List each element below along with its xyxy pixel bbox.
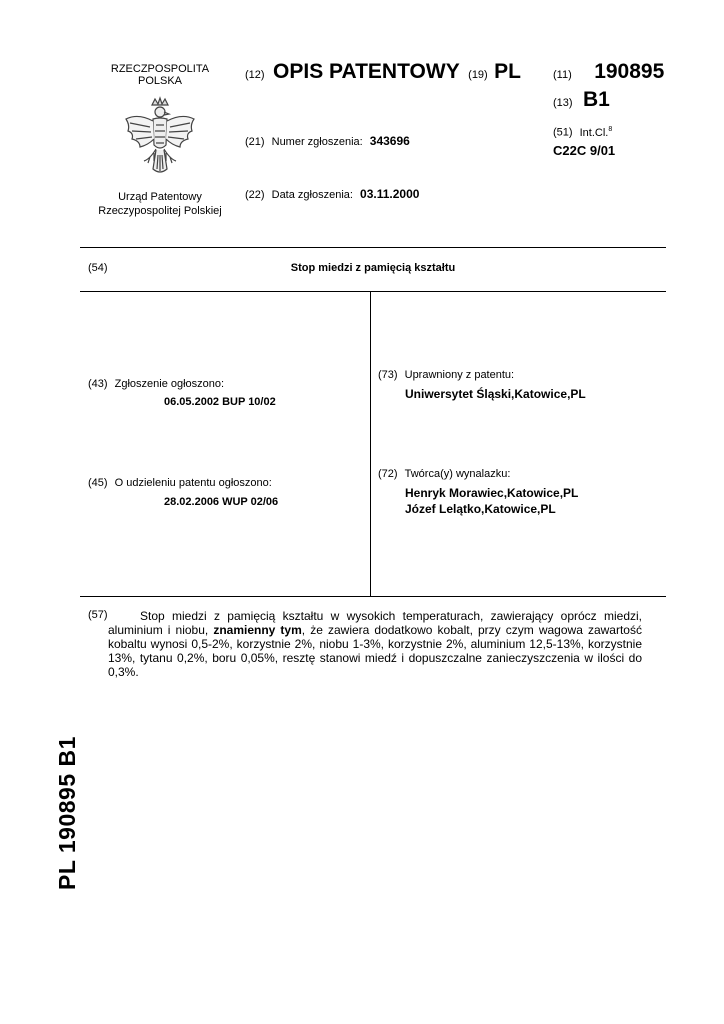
code-43: (43)	[88, 378, 108, 390]
country-line-2: POLSKA	[137, 75, 183, 87]
filing-label: Data zgłoszenia:	[271, 189, 353, 201]
kind-code-row	[553, 88, 610, 112]
rule-bottom	[80, 596, 666, 597]
code-45: (45)	[88, 477, 108, 489]
owner-field	[378, 369, 514, 381]
owner-label: Uprawniony z patentu:	[404, 369, 515, 381]
grant-label: O udzieleniu patentu ogłoszono:	[114, 477, 272, 489]
grant-value: 28.02.2006 WUP 02/06	[164, 496, 279, 508]
code-22: (22)	[245, 189, 265, 201]
code-19: (19)	[468, 69, 488, 81]
filing-date-field	[245, 187, 419, 201]
owner-value: Uniwersytet Śląski,Katowice,PL	[405, 387, 586, 401]
code-54: (54)	[88, 262, 108, 274]
publication-field	[88, 378, 224, 390]
publication-value: 06.05.2002 BUP 10/02	[164, 396, 276, 408]
code-13: (13)	[553, 97, 573, 109]
code-11: (11)	[553, 69, 572, 81]
office-line-2: Rzeczypospolitej Polskiej	[98, 205, 222, 217]
intcl-edition: 8	[608, 126, 613, 133]
office-line-1: Urząd Patentowy	[118, 191, 202, 203]
code-12: (12)	[245, 69, 265, 81]
inventors-field	[378, 468, 510, 480]
intcl-label-row	[553, 126, 612, 139]
code-51: (51)	[553, 126, 573, 139]
intcl-value: C22C 9/01	[553, 143, 616, 158]
abstract-part-1: Stop miedzi z pamięcią kształtu w wysokich temperaturach, zawierający oprócz miedzi, aluminium i niobu,	[108, 609, 642, 637]
inventor-2: Józef Lelątko,Katowice,PL	[405, 502, 556, 516]
polish-eagle-emblem-icon	[120, 95, 200, 183]
code-73: (73)	[378, 369, 398, 381]
code-21: (21)	[245, 136, 265, 148]
code-57: (57)	[88, 609, 108, 621]
country-name	[90, 63, 230, 87]
abstract-claim-marker: znamienny tym	[213, 623, 302, 637]
side-patent-identifier: PL 190895 B1	[54, 736, 80, 890]
rule-top	[80, 247, 666, 248]
patent-office-name	[80, 190, 240, 218]
publication-label: Zgłoszenie ogłoszono:	[114, 378, 225, 390]
abstract-text	[108, 609, 642, 679]
filing-date: 03.11.2000	[360, 187, 420, 201]
abstract-part-2: , że zawiera dodatkowo kobalt, przy czym wagowa zawartość kobaltu wynosi 0,5-2%, korzystnie 2%, niobu 1-3%, korzystnie 2%, aluminium 12,5-13%, korzystnie 13%, tytanu 0,2%, boru 0,05%, resztę stanowi miedź i dopuszczalne zanieczyszczenia w ilości do 0,3%.	[108, 623, 642, 679]
kind-code: B1	[583, 88, 610, 111]
document-type-row	[245, 60, 521, 84]
invention-title: Stop miedzi z pamięcią kształtu	[290, 262, 456, 274]
rule-title	[80, 291, 666, 292]
inventor-1: Henryk Morawiec,Katowice,PL	[405, 486, 579, 500]
grant-field	[88, 477, 272, 489]
document-type: OPIS PATENTOWY	[273, 60, 460, 83]
intcl-label: Int.Cl.	[579, 126, 609, 139]
country-line-1: RZECZPOSPOLITA	[110, 63, 210, 75]
patent-number-row	[553, 60, 664, 84]
column-divider	[370, 291, 371, 596]
country-code: PL	[494, 60, 522, 83]
code-72: (72)	[378, 468, 398, 480]
inventors-label: Twórca(y) wynalazku:	[404, 468, 511, 480]
application-number-field	[245, 134, 410, 148]
application-label: Numer zgłoszenia:	[271, 136, 363, 148]
application-number: 343696	[369, 134, 410, 148]
patent-number: 190895	[594, 60, 665, 83]
